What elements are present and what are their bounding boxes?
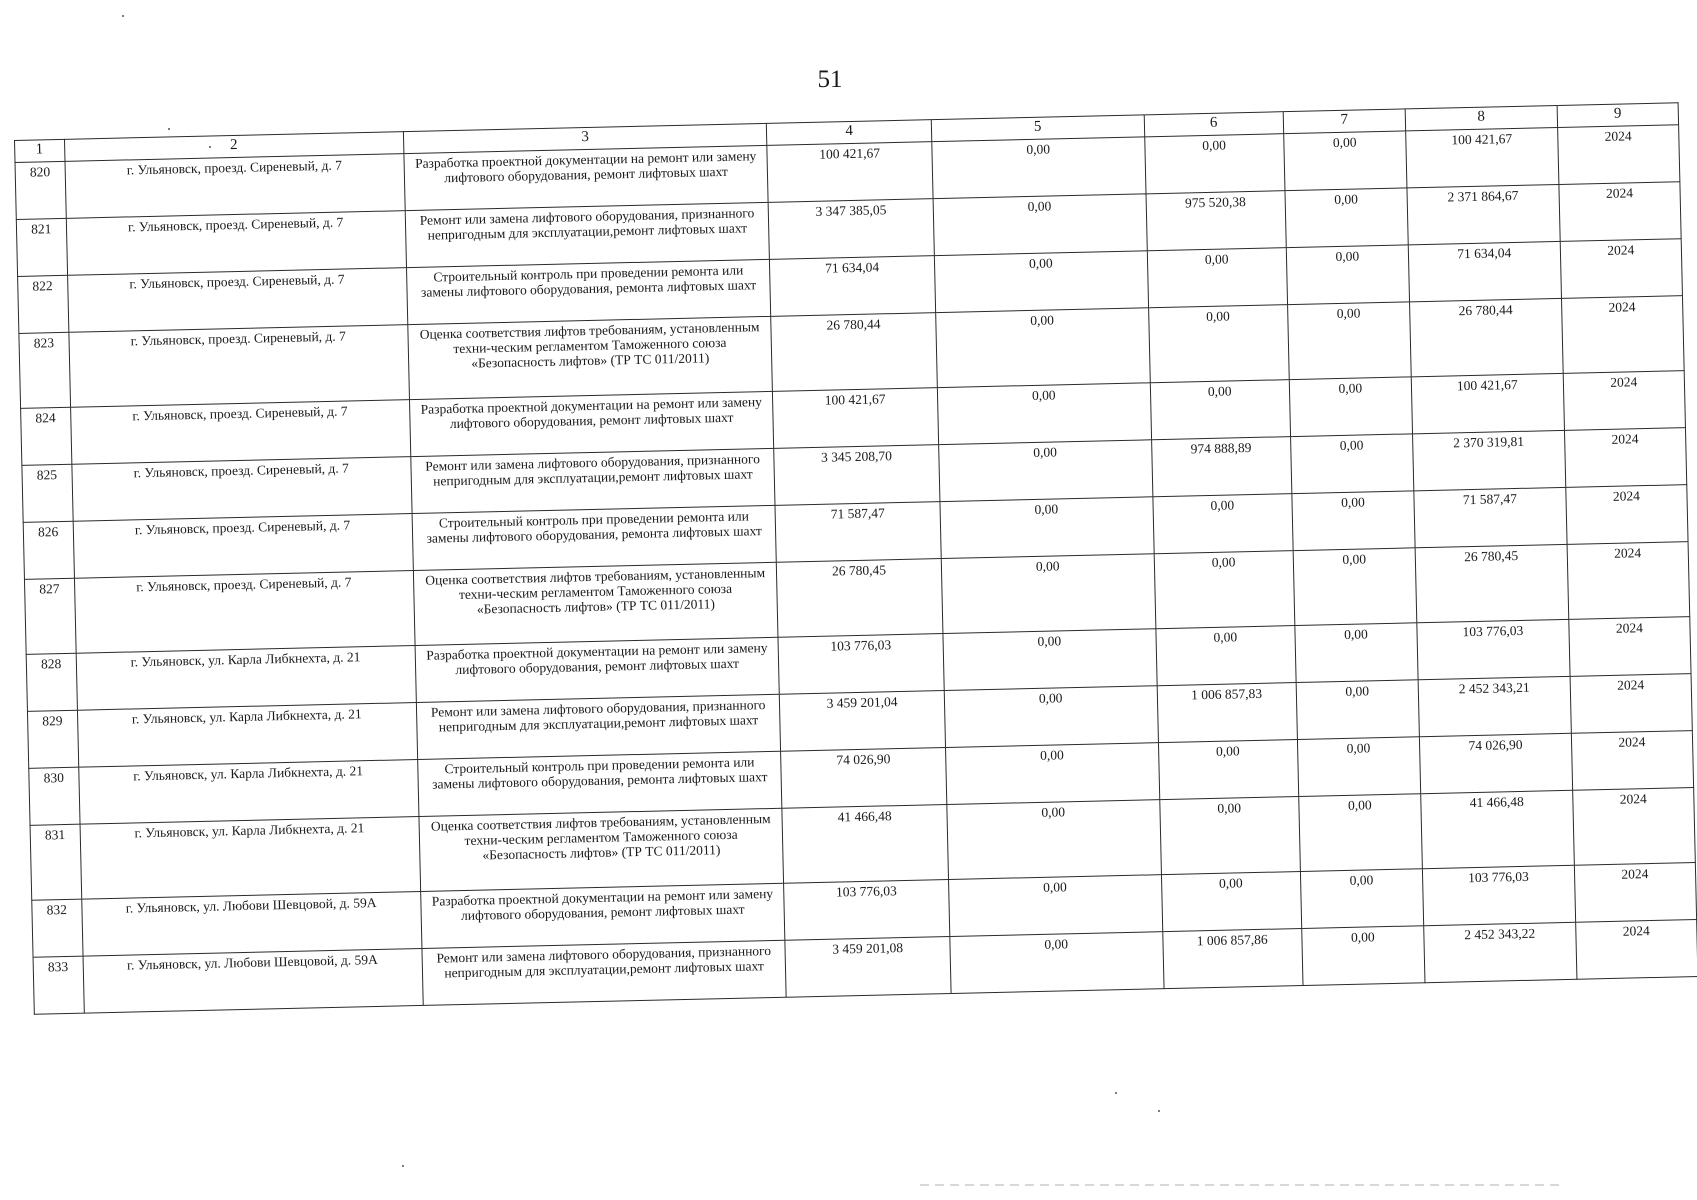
total-cost-cell: 100 421,67 xyxy=(773,388,939,449)
col8-cell: 26 780,44 xyxy=(1410,298,1563,376)
header-col-4: 4 xyxy=(767,120,932,146)
col8-cell: 2 452 343,21 xyxy=(1418,676,1571,736)
row-number: 823 xyxy=(19,332,70,408)
year-cell: 2024 xyxy=(1575,920,1697,980)
col6-cell: 0,00 xyxy=(1159,797,1300,875)
col8-cell: 41 466,48 xyxy=(1421,790,1574,868)
year-cell: 2024 xyxy=(1571,731,1694,791)
col7-cell: 0,00 xyxy=(1301,926,1424,986)
col7-cell: 0,00 xyxy=(1297,737,1420,797)
header-col-2: 2 xyxy=(64,132,404,162)
work-type-cell: Строительный контроль при проведении ремонта или замены лифтового оборудования, ремонта лифтовых шахт xyxy=(406,259,771,324)
total-cost-cell: 3 347 385,05 xyxy=(769,199,935,260)
year-cell: 2024 xyxy=(1563,371,1686,431)
repair-register-table xyxy=(14,102,1697,1015)
total-cost-cell: 41 466,48 xyxy=(782,805,948,884)
total-cost-cell: 3 459 201,08 xyxy=(785,936,951,997)
col6-cell: 0,00 xyxy=(1154,551,1295,629)
year-cell: 2024 xyxy=(1567,542,1690,620)
row-number: 822 xyxy=(18,275,69,333)
col5-cell: 0,00 xyxy=(941,554,1156,634)
col5-cell: 0,00 xyxy=(933,194,1147,256)
total-cost-cell: 103 776,03 xyxy=(784,879,950,940)
col7-cell: 0,00 xyxy=(1285,188,1408,248)
total-cost-cell: 100 421,67 xyxy=(767,142,933,203)
address-cell: г. Ульяновск, проезд. Сиреневый, д. 7 xyxy=(71,457,412,522)
row-number: 828 xyxy=(26,653,77,711)
scanned-table-region xyxy=(14,102,1697,1015)
address-cell: г. Ульяновск, проезд. Сиреневый, д. 7 xyxy=(74,571,415,654)
address-cell: г. Ульяновск, проезд. Сиреневый, д. 7 xyxy=(65,154,406,219)
header-col-6: 6 xyxy=(1144,112,1284,137)
col7-cell: 0,00 xyxy=(1287,302,1411,380)
address-cell: г. Ульяновск, ул. Любови Шевцовой, д. 59А xyxy=(83,948,424,1013)
col7-cell: 0,00 xyxy=(1295,623,1418,683)
col6-cell: 0,00 xyxy=(1156,626,1296,686)
year-cell: 2024 xyxy=(1569,617,1692,677)
scan-speck xyxy=(402,1165,404,1167)
col7-cell: 0,00 xyxy=(1286,245,1409,305)
row-number: 825 xyxy=(22,464,73,522)
header-col-8: 8 xyxy=(1405,105,1557,130)
year-cell: 2024 xyxy=(1561,296,1684,374)
header-col-5: 5 xyxy=(931,115,1144,142)
work-type-cell: Разработка проектной документации на ремонт или замену лифтового оборудования, ремонт лифтовых шахт xyxy=(420,883,785,948)
year-cell: 2024 xyxy=(1564,428,1687,488)
col5-cell: 0,00 xyxy=(937,383,1151,445)
scan-speck xyxy=(209,146,211,148)
page-number: 51 xyxy=(817,66,843,93)
scan-speck xyxy=(1158,1110,1160,1112)
header-col-3: 3 xyxy=(403,123,767,153)
col8-cell: 103 776,03 xyxy=(1417,619,1570,679)
scan-smudge xyxy=(920,1184,1560,1186)
address-cell: г. Ульяновск, проезд. Сиреневый, д. 7 xyxy=(67,268,408,333)
work-type-cell: Строительный контроль при проведении ремонта или замены лифтового оборудования, ремонта лифтовых шахт xyxy=(418,751,783,816)
year-cell: 2024 xyxy=(1566,485,1689,545)
year-cell: 2024 xyxy=(1557,125,1680,185)
col5-cell: 0,00 xyxy=(934,251,1148,313)
year-cell: 2024 xyxy=(1574,863,1697,923)
total-cost-cell: 3 459 201,04 xyxy=(780,691,946,752)
scan-speck xyxy=(122,15,124,17)
year-cell: 2024 xyxy=(1570,674,1693,734)
work-type-cell: Оценка соответствия лифтов требованиям, установленным техни-ческим регламентом Таможенного союза «Безопасность лифтов» (ТР ТС 011/2011) xyxy=(419,808,784,891)
col5-cell: 0,00 xyxy=(944,686,1158,748)
col8-cell: 2 370 319,81 xyxy=(1413,430,1566,490)
total-cost-cell: 26 780,44 xyxy=(771,313,937,392)
table-body xyxy=(15,125,1697,1015)
col6-cell: 0,00 xyxy=(1161,872,1301,932)
col8-cell: 71 634,04 xyxy=(1408,241,1561,301)
row-number: 826 xyxy=(23,521,74,579)
total-cost-cell: 103 776,03 xyxy=(778,634,944,695)
total-cost-cell: 74 026,90 xyxy=(781,748,947,809)
total-cost-cell: 71 634,04 xyxy=(770,256,936,317)
work-type-cell: Ремонт или замена лифтового оборудования, признанного непригодным для эксплуатации,ремонт лифтовых шахт xyxy=(416,694,781,759)
col5-cell: 0,00 xyxy=(932,137,1146,199)
col8-cell: 74 026,90 xyxy=(1419,733,1572,793)
col5-cell: 0,00 xyxy=(943,629,1157,691)
col7-cell: 0,00 xyxy=(1289,377,1412,437)
col7-cell: 0,00 xyxy=(1290,434,1413,494)
col8-cell: 2 452 343,22 xyxy=(1424,922,1577,982)
col7-cell: 0,00 xyxy=(1292,491,1415,551)
row-number: 827 xyxy=(24,578,75,654)
row-number: 832 xyxy=(32,899,83,957)
col6-cell: 0,00 xyxy=(1153,494,1293,554)
row-number: 831 xyxy=(30,824,81,900)
col6-cell: 0,00 xyxy=(1144,134,1284,194)
row-number: 820 xyxy=(15,161,66,219)
col7-cell: 0,00 xyxy=(1298,794,1422,872)
col8-cell: 100 421,67 xyxy=(1411,373,1564,433)
address-cell: г. Ульяновск, ул. Карла Либкнехта, д. 21 xyxy=(76,646,417,711)
header-col-1: 1 xyxy=(15,139,65,162)
col6-cell: 1 006 857,86 xyxy=(1162,928,1302,988)
scan-speck xyxy=(168,128,170,130)
address-cell: г. Ульяновск, проезд. Сиреневый, д. 7 xyxy=(70,400,411,465)
col5-cell: 0,00 xyxy=(947,800,1162,880)
row-number: 829 xyxy=(27,710,78,768)
total-cost-cell: 26 780,45 xyxy=(777,559,943,638)
total-cost-cell: 71 587,47 xyxy=(775,502,941,563)
col5-cell: 0,00 xyxy=(950,932,1164,994)
col5-cell: 0,00 xyxy=(938,440,1152,502)
col6-cell: 975 520,38 xyxy=(1146,191,1286,251)
total-cost-cell: 3 345 208,70 xyxy=(774,445,940,506)
col7-cell: 0,00 xyxy=(1300,869,1423,929)
year-cell: 2024 xyxy=(1560,239,1683,299)
work-type-cell: Ремонт или замена лифтового оборудования, признанного непригодным для эксплуатации,ремонт лифтовых шахт xyxy=(411,448,776,513)
address-cell: г. Ульяновск, ул. Карла Либкнехта, д. 21 xyxy=(77,703,418,768)
work-type-cell: Разработка проектной документации на ремонт или замену лифтового оборудования, ремонт лифтовых шахт xyxy=(404,145,769,210)
year-cell: 2024 xyxy=(1559,182,1682,242)
work-type-cell: Ремонт или замена лифтового оборудования, признанного непригодным для эксплуатации,ремонт лифтовых шахт xyxy=(405,202,770,267)
col7-cell: 0,00 xyxy=(1293,548,1417,626)
col5-cell: 0,00 xyxy=(935,308,1150,388)
address-cell: г. Ульяновск, ул. Любови Шевцовой, д. 59А xyxy=(81,891,422,956)
row-number: 824 xyxy=(21,407,72,465)
col8-cell: 100 421,67 xyxy=(1406,127,1559,187)
col6-cell: 0,00 xyxy=(1150,380,1290,440)
header-col-7: 7 xyxy=(1283,109,1406,134)
header-col-9: 9 xyxy=(1557,103,1679,128)
col7-cell: 0,00 xyxy=(1296,680,1419,740)
row-number: 833 xyxy=(33,956,84,1014)
work-type-cell: Строительный контроль при проведении ремонта или замены лифтового оборудования, ремонта лифтовых шахт xyxy=(412,505,777,570)
work-type-cell: Оценка соответствия лифтов требованиям, установленным техни-ческим регламентом Таможенного союза «Безопасность лифтов» (ТР ТС 011/2011) xyxy=(408,316,773,399)
address-cell: г. Ульяновск, проезд. Сиреневый, д. 7 xyxy=(73,514,414,579)
address-cell: г. Ульяновск, проезд. Сиреневый, д. 7 xyxy=(68,325,409,408)
col8-cell: 103 776,03 xyxy=(1422,865,1575,925)
col6-cell: 974 888,89 xyxy=(1151,437,1291,497)
address-cell: г. Ульяновск, ул. Карла Либкнехта, д. 21 xyxy=(80,816,421,899)
col5-cell: 0,00 xyxy=(948,875,1162,937)
col8-cell: 71 587,47 xyxy=(1414,487,1567,547)
work-type-cell: Разработка проектной документации на ремонт или замену лифтового оборудования, ремонт лифтовых шахт xyxy=(409,391,774,456)
work-type-cell: Разработка проектной документации на ремонт или замену лифтового оборудования, ремонт лифтовых шахт xyxy=(415,637,780,702)
scan-speck xyxy=(1115,1092,1117,1094)
col8-cell: 26 780,45 xyxy=(1415,544,1568,622)
row-number: 830 xyxy=(29,767,80,825)
address-cell: г. Ульяновск, проезд. Сиреневый, д. 7 xyxy=(66,211,407,276)
row-number: 821 xyxy=(16,218,67,276)
year-cell: 2024 xyxy=(1572,788,1695,866)
col6-cell: 0,00 xyxy=(1148,305,1289,383)
col8-cell: 2 371 864,67 xyxy=(1407,184,1560,244)
col5-cell: 0,00 xyxy=(945,743,1159,805)
work-type-cell: Ремонт или замена лифтового оборудования, признанного непригодным для эксплуатации,ремонт лифтовых шахт xyxy=(422,940,787,1005)
address-cell: г. Ульяновск, ул. Карла Либкнехта, д. 21 xyxy=(78,760,419,825)
col6-cell: 0,00 xyxy=(1147,248,1287,308)
col6-cell: 1 006 857,83 xyxy=(1157,683,1297,743)
col7-cell: 0,00 xyxy=(1283,131,1406,191)
col5-cell: 0,00 xyxy=(940,497,1154,559)
col6-cell: 0,00 xyxy=(1158,740,1298,800)
work-type-cell: Оценка соответствия лифтов требованиям, установленным техни-ческим регламентом Таможенного союза «Безопасность лифтов» (ТР ТС 011/2011) xyxy=(413,562,778,645)
